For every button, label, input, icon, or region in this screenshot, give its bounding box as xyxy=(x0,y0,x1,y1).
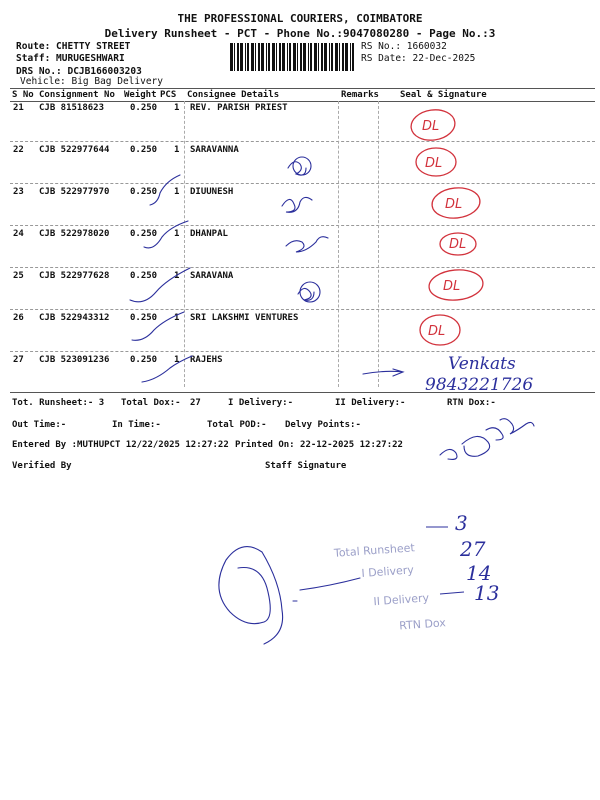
row-sno: 25 xyxy=(13,271,24,281)
row-sno: 21 xyxy=(13,103,24,113)
seal-label: DL xyxy=(428,324,446,339)
seal-label: DL xyxy=(425,156,443,171)
contact-phone: 9843221726 xyxy=(425,375,534,395)
seal-label: DL xyxy=(449,237,467,252)
row-weight: 0.250 xyxy=(130,229,158,239)
row-consignee: SRI LAKSHMI VENTURES xyxy=(190,313,299,323)
rs-number: RS No.: 1660032 xyxy=(361,41,447,52)
entered-by: Entered By :MUTHUPCT 12/22/2025 12:27:22 xyxy=(12,440,229,450)
row-pcs: 1 xyxy=(174,229,180,239)
row-consignee: SARAVANA xyxy=(190,271,234,281)
row-pcs: 1 xyxy=(174,187,180,197)
stamp-line: II Delivery xyxy=(373,591,430,609)
i-delivery: I Delivery:- xyxy=(228,398,294,408)
ii-delivery: II Delivery:- xyxy=(335,398,406,408)
seal-labels xyxy=(422,119,466,339)
row-sno: 22 xyxy=(13,145,24,155)
staff-signature-scribble xyxy=(219,547,360,644)
row-consignment: CJB 522977970 xyxy=(39,187,110,197)
vehicle-label: Vehicle: Big Bag Delivery xyxy=(20,76,163,87)
total-dox-label: Total Dox:- xyxy=(121,398,181,408)
col-seal: Seal & Signature xyxy=(400,90,487,100)
total-pod: Total POD:- xyxy=(207,420,267,430)
col-sno: S No xyxy=(12,90,34,100)
handwritten-contact xyxy=(425,354,533,395)
route-label: Route: CHETTY STREET xyxy=(16,41,131,52)
col-pcs: PCS xyxy=(160,90,177,100)
tot-runsheet: Tot. Runsheet:- 3 xyxy=(12,398,105,408)
runsheet-title: Delivery Runsheet - PCT - Phone No.:9047080280 - Page No.:3 xyxy=(104,27,496,40)
scribble-icon xyxy=(286,237,328,252)
staff-label: Staff: MURUGESHWARI xyxy=(16,53,125,64)
row-consignee: DHANPAL xyxy=(190,229,228,239)
scribble-icon xyxy=(282,197,312,212)
check-mark-icon xyxy=(144,221,188,248)
row-consignment: CJB 523091236 xyxy=(39,355,110,365)
row-consignment: CJB 522977644 xyxy=(39,145,110,155)
row-consignment: CJB 522978020 xyxy=(39,229,110,239)
col-consignee: Consignee Details xyxy=(187,90,280,100)
row-consignee: SARAVANNA xyxy=(190,145,239,155)
row-weight: 0.250 xyxy=(130,103,158,113)
check-mark-icon xyxy=(130,268,190,302)
stamp-line: RTN Dox xyxy=(398,616,447,633)
stamp-line: I Delivery xyxy=(361,563,415,580)
row-pcs: 1 xyxy=(174,103,180,113)
row-pcs: 1 xyxy=(174,271,180,281)
row-consignment: CJB 81518623 xyxy=(39,103,105,113)
tally-number: 3 xyxy=(455,511,468,535)
drs-number: DRS No.: DCJB166003203 xyxy=(16,66,142,77)
company-title: THE PROFESSIONAL COURIERS, COIMBATORE xyxy=(177,12,423,25)
row-pcs: 1 xyxy=(174,355,180,365)
row-weight: 0.250 xyxy=(130,355,158,365)
delivery-seals xyxy=(409,107,484,345)
seal-label: DL xyxy=(445,197,463,212)
row-pcs: 1 xyxy=(174,313,180,323)
delvy-points: Delvy Points:- xyxy=(285,420,361,430)
out-time: Out Time:- xyxy=(12,420,67,430)
row-consignee: REV. PARISH PRIEST xyxy=(190,103,288,113)
rtn-dox: RTN Dox:- xyxy=(447,398,496,408)
check-mark-icon xyxy=(150,175,180,205)
staff-signature: Staff Signature xyxy=(265,461,347,471)
signature-icon xyxy=(440,419,534,460)
col-remarks: Remarks xyxy=(341,90,379,100)
verified-by: Verified By xyxy=(12,461,72,471)
tally-stamp xyxy=(333,539,447,636)
total-dox-value: 27 xyxy=(190,398,201,408)
check-mark-icon xyxy=(132,312,184,340)
col-consignment: Consignment No xyxy=(39,90,115,100)
arrow-icon xyxy=(363,369,403,376)
row-consignee: DIUUNESH xyxy=(190,187,234,197)
row-pcs: 1 xyxy=(174,145,180,155)
row-consignee: RAJEHS xyxy=(190,355,223,365)
stamp-line: Total Runsheet xyxy=(333,541,416,560)
tally-numbers xyxy=(455,511,499,605)
row-sno: 27 xyxy=(13,355,24,365)
seal-label: DL xyxy=(422,119,440,134)
check-mark-icon xyxy=(142,356,192,382)
row-weight: 0.250 xyxy=(130,271,158,281)
row-sno: 24 xyxy=(13,229,24,239)
row-weight: 0.250 xyxy=(130,187,158,197)
contact-name: Venkats xyxy=(448,354,516,374)
col-weight: Weight xyxy=(124,90,157,100)
tally-number: 14 xyxy=(466,561,492,585)
tally-number: 13 xyxy=(474,581,500,605)
tally-dashes xyxy=(426,527,464,594)
in-time: In Time:- xyxy=(112,420,161,430)
tally-number: 27 xyxy=(460,537,486,561)
row-weight: 0.250 xyxy=(130,145,158,155)
row-weight: 0.250 xyxy=(130,313,158,323)
row-sno: 26 xyxy=(13,313,24,323)
seal-label: DL xyxy=(443,279,461,294)
printed-on: Printed On: 22-12-2025 12:27:22 xyxy=(235,440,403,450)
row-consignment: CJB 522977628 xyxy=(39,271,110,281)
rs-date: RS Date: 22-Dec-2025 xyxy=(361,53,476,64)
row-consignment: CJB 522943312 xyxy=(39,313,110,323)
row-sno: 23 xyxy=(13,187,24,197)
